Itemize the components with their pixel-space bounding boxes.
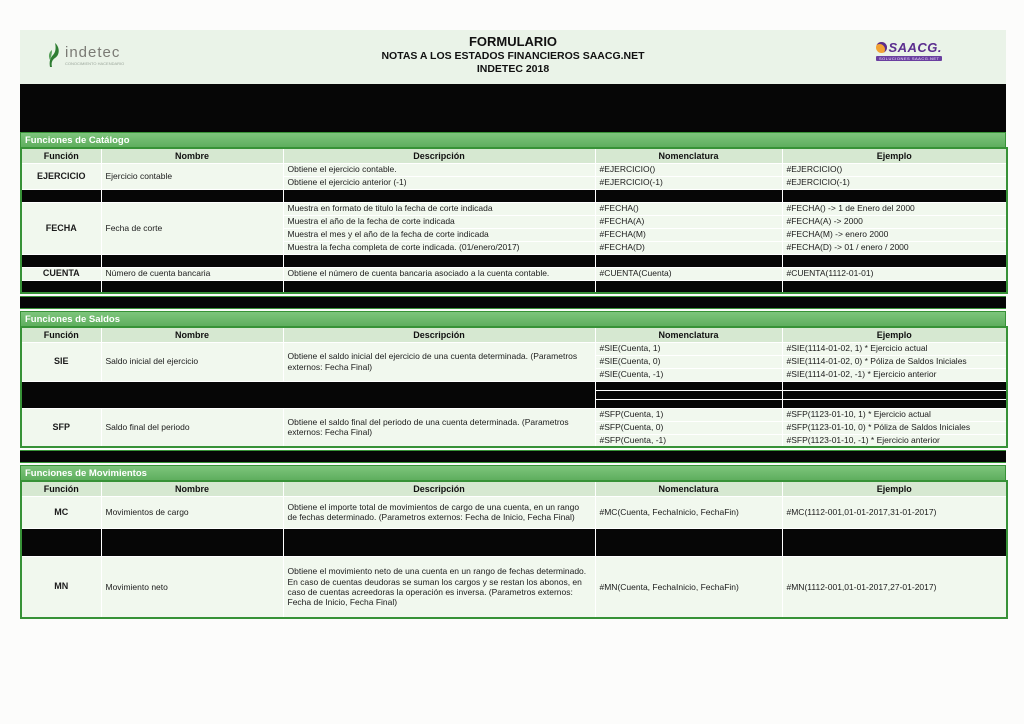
column-header-row [21, 481, 1007, 496]
cell-desc: Obtiene el número de cuenta bancaria asociado a la cuenta contable. [283, 267, 595, 280]
redacted-band-separator [20, 450, 1006, 463]
cell-desc: Muestra la fecha completa de corte indicada. (01/enero/2017) [283, 241, 595, 254]
cell-ej: #SIE(1114-01-02, 0) * Póliza de Saldos Iniciales [782, 355, 1007, 368]
col-nomenclatura: Nomenclatura [595, 481, 782, 496]
cell-funcion-sie: SIE [21, 342, 101, 381]
cell-nom: #EJERCICIO(-1) [595, 176, 782, 189]
cell-nom: #SIE(Cuenta, 0) [595, 355, 782, 368]
cell-desc: Muestra el año de la fecha de corte indicada [283, 215, 595, 228]
cell-ej: #FECHA(M) -> enero 2000 [782, 228, 1007, 241]
col-funcion: Función [21, 148, 101, 163]
col-ejemplo: Ejemplo [782, 327, 1007, 342]
cell-ej: #SIE(1114-01-02, -1) * Ejercicio anterior [782, 368, 1007, 381]
saacg-logo [876, 40, 942, 61]
indetec-logo-tagline: CONOCIMIENTO HACENDARIO [65, 61, 125, 66]
cell-nom: #MC(Cuenta, FechaInicio, FechaFin) [595, 496, 782, 528]
document-content [20, 30, 1006, 619]
col-ejemplo: Ejemplo [782, 148, 1007, 163]
saacg-logo-tagline: SOLUCIONES SAACG.NET [876, 56, 942, 61]
cell-nombre-mn: Movimiento neto [101, 556, 283, 618]
redacted-row [21, 189, 1007, 202]
cell-funcion-sfp: SFP [21, 408, 101, 447]
cell-ej: #MC(1112-001,01-01-2017,31-01-2017) [782, 496, 1007, 528]
col-ejemplo: Ejemplo [782, 481, 1007, 496]
title-formulario: FORMULARIO [468, 34, 558, 49]
cell-funcion-mn: MN [21, 556, 101, 618]
table-row [21, 202, 1007, 215]
column-header-row [21, 327, 1007, 342]
cell-ej: #FECHA(A) -> 2000 [782, 215, 1007, 228]
cell-ej: #SFP(1123-01-10, 1) * Ejercicio actual [782, 408, 1007, 421]
cell-nom: #CUENTA(Cuenta) [595, 267, 782, 280]
cell-ej: #FECHA(D) -> 01 / enero / 2000 [782, 241, 1007, 254]
cell-nom: #SFP(Cuenta, 0) [595, 421, 782, 434]
document-title-block [20, 34, 1006, 76]
cell-desc-sie: Obtiene el saldo inicial del ejercicio de una cuenta determinada. (Parametros externos: Fecha Final) [283, 342, 595, 381]
redacted-band-separator [20, 296, 1006, 309]
cell-nombre-ejercicio: Ejercicio contable [101, 163, 283, 189]
cell-nom: #SFP(Cuenta, 1) [595, 408, 782, 421]
cell-desc-sfp: Obtiene el saldo final del periodo de una cuenta determinada. (Parametros externos: Fecha Final) [283, 408, 595, 447]
cell-nom: #SIE(Cuenta, -1) [595, 368, 782, 381]
cell-nombre-fecha: Fecha de corte [101, 202, 283, 254]
cell-ej: #MN(1112-001,01-01-2017,27-01-2017) [782, 556, 1007, 618]
redacted-row [21, 381, 1007, 390]
col-nombre: Nombre [101, 481, 283, 496]
column-header-row [21, 148, 1007, 163]
cell-desc-mc: Obtiene el importe total de movimientos de cargo de una cuenta, en un rango de fechas determinado. (Parametros externos: Fecha de Inicio, Fecha Final) [283, 496, 595, 528]
section-header-catalogo: Funciones de Catálogo [20, 132, 1006, 147]
table-row [21, 342, 1007, 355]
table-movimientos [20, 480, 1008, 619]
redacted-row [21, 280, 1007, 293]
col-descripcion: Descripción [283, 148, 595, 163]
cell-desc: Muestra el mes y el año de la fecha de corte indicada [283, 228, 595, 241]
page-header [20, 30, 1006, 84]
col-descripcion: Descripción [283, 481, 595, 496]
redacted-band-top [20, 84, 1006, 132]
cell-nom: #FECHA() [595, 202, 782, 215]
table-row [21, 163, 1007, 176]
cell-nombre-sie: Saldo inicial del ejercicio [101, 342, 283, 381]
col-nombre: Nombre [101, 148, 283, 163]
col-nomenclatura: Nomenclatura [595, 148, 782, 163]
saacg-ball-icon [876, 42, 887, 53]
cell-nom: #FECHA(D) [595, 241, 782, 254]
cell-nom: #SIE(Cuenta, 1) [595, 342, 782, 355]
cell-ej: #CUENTA(1112-01-01) [782, 267, 1007, 280]
table-row [21, 496, 1007, 528]
table-row [21, 408, 1007, 421]
title-notas: NOTAS A LOS ESTADOS FINANCIEROS SAACG.NET [381, 50, 645, 62]
table-saldos [20, 326, 1008, 448]
redacted-row [21, 254, 1007, 267]
cell-ej: #SFP(1123-01-10, 0) * Póliza de Saldos Iniciales [782, 421, 1007, 434]
cell-nom: #MN(Cuenta, FechaInicio, FechaFin) [595, 556, 782, 618]
cell-nom: #SFP(Cuenta, -1) [595, 434, 782, 447]
cell-desc: Obtiene el ejercicio contable. [283, 163, 595, 176]
cell-ej: #FECHA() -> 1 de Enero del 2000 [782, 202, 1007, 215]
cell-nom: #FECHA(M) [595, 228, 782, 241]
section-header-saldos: Funciones de Saldos [20, 311, 1006, 326]
table-catalogo [20, 147, 1008, 294]
cell-desc: Muestra en formato de titulo la fecha de corte indicada [283, 202, 595, 215]
table-row [21, 556, 1007, 618]
table-row [21, 267, 1007, 280]
cell-nombre-cuenta: Número de cuenta bancaria [101, 267, 283, 280]
cell-ej: #EJERCICIO() [782, 163, 1007, 176]
indetec-logo-text: indetec [65, 44, 121, 61]
cell-desc: Obtiene el ejercicio anterior (-1) [283, 176, 595, 189]
title-indetec-2018: INDETEC 2018 [476, 63, 550, 75]
col-funcion: Función [21, 327, 101, 342]
col-nomenclatura: Nomenclatura [595, 327, 782, 342]
cell-ej: #EJERCICIO(-1) [782, 176, 1007, 189]
saacg-logo-text: SAACG. [888, 40, 942, 55]
cell-funcion-mc: MC [21, 496, 101, 528]
cell-nombre-mc: Movimientos de cargo [101, 496, 283, 528]
cell-funcion-fecha: FECHA [21, 202, 101, 254]
cell-desc-mn: Obtiene el movimiento neto de una cuenta en un rango de fechas determinado. En caso de cuentas deudoras se suman los cargos y se restan los abonos, en caso de cuentas acreedoras la operación es inversa. (Parametros externos: Fecha de Inicio, Fecha Final) [283, 556, 595, 618]
cell-funcion-cuenta: CUENTA [21, 267, 101, 280]
col-nombre: Nombre [101, 327, 283, 342]
cell-ej: #SIE(1114-01-02, 1) * Ejercicio actual [782, 342, 1007, 355]
section-header-movimientos: Funciones de Movimientos [20, 465, 1006, 480]
col-descripcion: Descripción [283, 327, 595, 342]
cell-nom: #FECHA(A) [595, 215, 782, 228]
redacted-row [21, 528, 1007, 556]
cell-ej: #SFP(1123-01-10, -1) * Ejercicio anterior [782, 434, 1007, 447]
cell-nom: #EJERCICIO() [595, 163, 782, 176]
col-funcion: Función [21, 481, 101, 496]
cell-funcion-ejercicio: EJERCICIO [21, 163, 101, 189]
cell-nombre-sfp: Saldo final del periodo [101, 408, 283, 447]
